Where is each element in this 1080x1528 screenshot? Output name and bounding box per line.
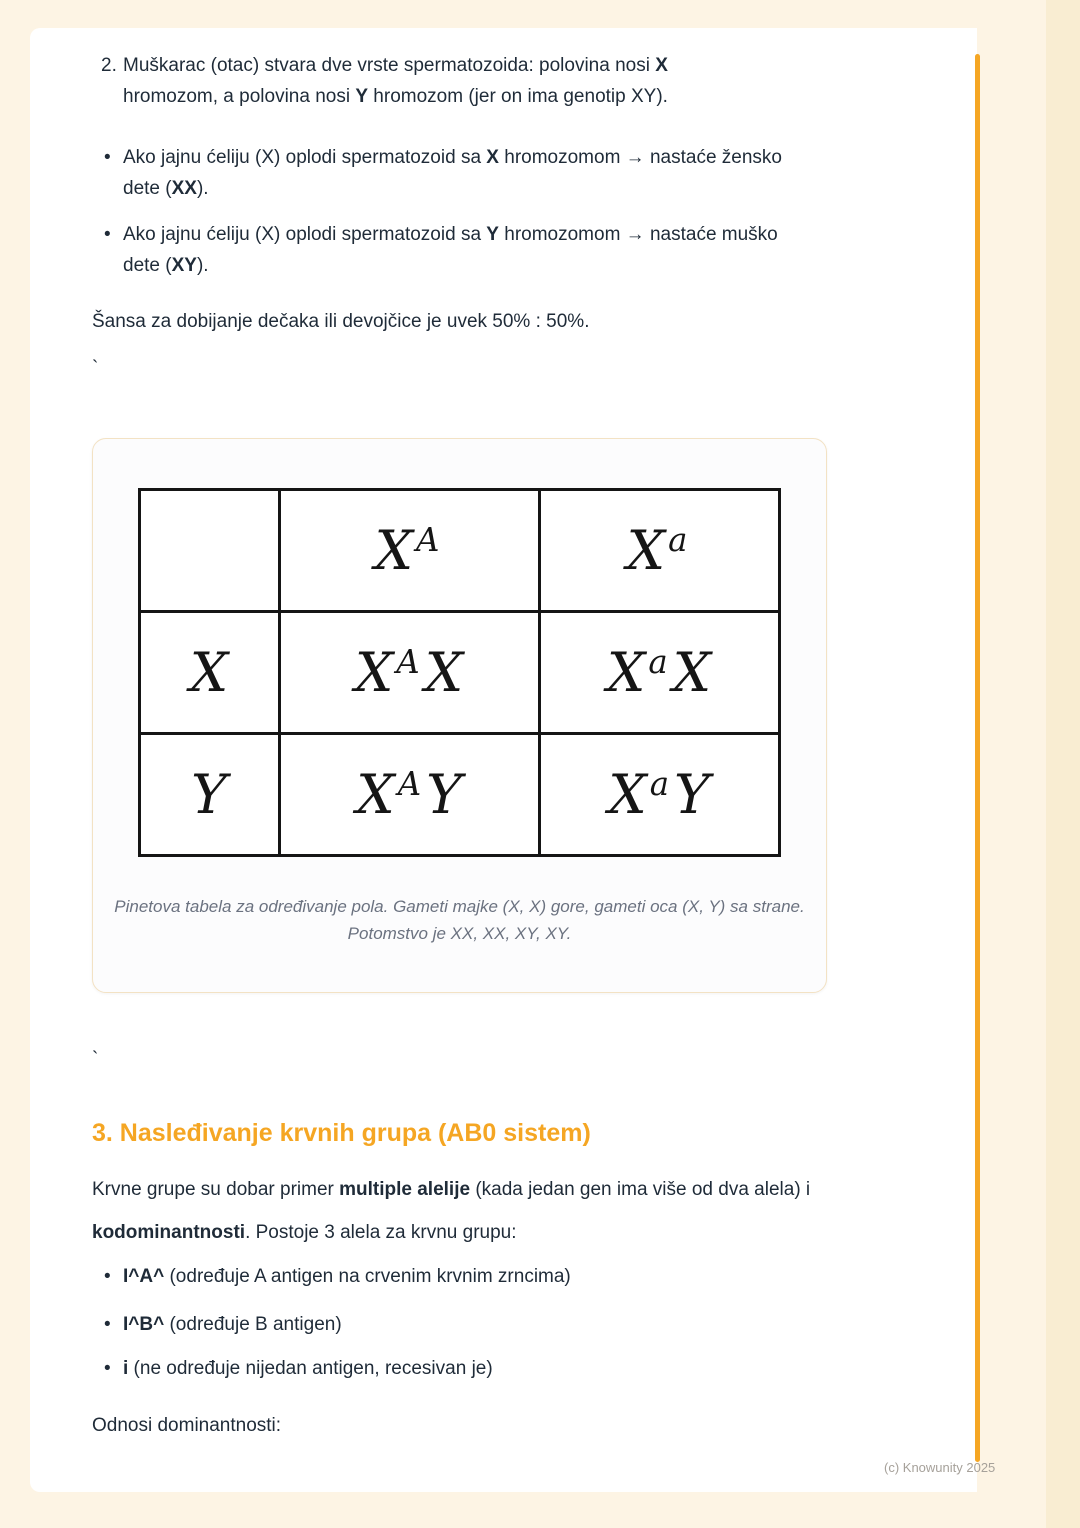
bullet-1-text	[123, 142, 783, 204]
table-header-row	[140, 490, 780, 612]
bullet-icon: •	[104, 1358, 111, 1379]
table-cell-gamete-Xa: $X^a$	[540, 490, 780, 612]
section-heading: 3. Nasleđivanje krvnih grupa (AB0 sistem)	[92, 1119, 591, 1147]
text-segment: (ne određuje nijedan antigen, recesivan je)	[128, 1358, 493, 1379]
allele-superscript: A	[397, 765, 423, 804]
table-cell-gamete-Y: Y	[140, 734, 280, 856]
stray-backtick-2: `	[92, 1049, 99, 1070]
numbered-item-2	[101, 50, 791, 112]
text-segment: ).	[196, 178, 209, 199]
table-cell-gamete-X: X	[140, 612, 280, 734]
text-segment: XX	[171, 178, 197, 199]
allele-IA-text	[123, 1263, 571, 1291]
allele-bullet-2	[104, 1311, 804, 1339]
bullet-icon: •	[104, 224, 111, 245]
bullet-item-1	[104, 142, 804, 204]
accent-vertical-line	[975, 54, 980, 1462]
chance-text: Šansa za dobijanje dečaka ili devojčice je uvek 50% : 50%.	[92, 311, 590, 332]
text-segment: hromozomom → nastaće žensko dete (	[123, 147, 782, 199]
text-segment: Y	[486, 224, 499, 245]
table-cell-offspring-XAX: $X^AX$	[280, 612, 540, 734]
allele-superscript: a	[668, 521, 689, 560]
text-segment: Ako jajnu ćeliju (X) oplodi spermatozoid sa	[123, 224, 487, 245]
allele-IB-text	[123, 1311, 342, 1339]
bullet-icon: •	[104, 1266, 111, 1287]
text-segment: . Postoje 3 alela za krvnu grupu:	[245, 1222, 517, 1243]
text-segment: ).	[196, 255, 209, 276]
allele-superscript: a	[648, 643, 669, 682]
text-segment: multiple alelije	[339, 1179, 471, 1200]
text-segment: I^B^	[123, 1314, 165, 1335]
section-intro-text	[92, 1168, 836, 1254]
table-cell-gamete-XA: $X^A$	[280, 490, 540, 612]
table-cell-offspring-XaX: $X^aX$	[540, 612, 780, 734]
text-segment: X	[655, 55, 668, 76]
text-segment: hromozom, a polovina nosi	[123, 86, 356, 107]
table-row-X	[140, 612, 780, 734]
text-segment: (određuje A antigen na crvenim krvnim zrncima)	[164, 1266, 571, 1287]
list-number: 2.	[101, 55, 117, 76]
table-cell-empty	[140, 490, 280, 612]
figure-card	[92, 438, 827, 993]
text-segment: XY	[171, 255, 197, 276]
bullet-icon: •	[104, 1314, 111, 1335]
text-segment: X	[486, 147, 499, 168]
figure-caption: Pinetova tabela za određivanje pola. Gameti majke (X, X) gore, gameti oca (X, Y) sa strane. Potomstvo je XX, XX, XY, XY.	[114, 897, 805, 943]
text-segment: kodominantnosti	[92, 1222, 246, 1243]
allele-i-text	[123, 1355, 493, 1383]
text-segment: Krvne grupe su dobar primer	[92, 1179, 340, 1200]
text-segment: Muškarac (otac) stvara dve vrste spermatozoida: polovina nosi	[123, 55, 656, 76]
table-cell-offspring-XaY: $X^aY$	[540, 734, 780, 856]
copyright-footer: (c) Knowunity 2025	[884, 1460, 996, 1475]
allele-superscript: a	[649, 765, 671, 804]
table-cell-offspring-XAY: $X^AY$	[280, 734, 540, 856]
bullet-icon: •	[104, 147, 111, 168]
text-segment: (određuje B antigen)	[164, 1314, 342, 1335]
bullet-item-2	[104, 219, 804, 281]
text-segment: I^A^	[123, 1266, 165, 1287]
bullet-2-text	[123, 219, 783, 281]
text-segment: hromozom (jer on ima genotip XY).	[368, 86, 668, 107]
text-segment: (kada jedan gen ima više od dva alela) i	[470, 1179, 811, 1200]
text-segment: hromozomom → nastaće muško dete (	[123, 224, 778, 276]
punnett-table	[138, 488, 781, 857]
text-segment: i	[123, 1358, 129, 1379]
allele-superscript: A	[416, 521, 441, 560]
item-2-text	[123, 50, 763, 112]
text-segment: Y	[355, 86, 369, 107]
stray-backtick-1: `	[92, 358, 99, 379]
allele-bullet-3	[104, 1355, 804, 1383]
allele-superscript: A	[396, 643, 421, 682]
closing-line: Odnosi dominantnosti:	[92, 1415, 282, 1436]
allele-bullet-1	[104, 1263, 804, 1291]
table-row-Y	[140, 734, 780, 856]
text-segment: Ako jajnu ćeliju (X) oplodi spermatozoid sa	[123, 147, 487, 168]
